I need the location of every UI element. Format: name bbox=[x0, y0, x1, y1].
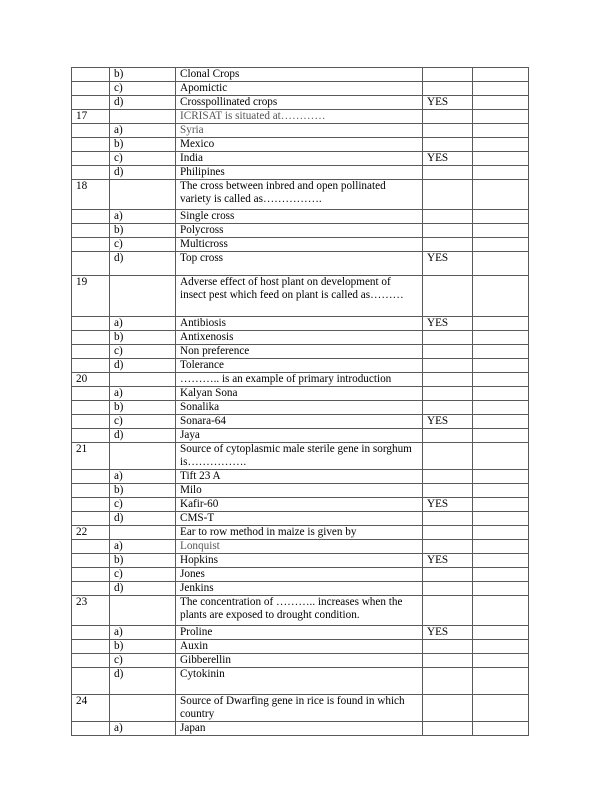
empty-cell bbox=[473, 640, 529, 654]
question-number bbox=[72, 484, 110, 498]
question-number bbox=[72, 626, 110, 640]
table-row bbox=[72, 568, 529, 582]
option-letter bbox=[110, 276, 176, 317]
table-row bbox=[72, 722, 529, 736]
empty-cell bbox=[473, 276, 529, 317]
question-number bbox=[72, 210, 110, 224]
table-row bbox=[72, 401, 529, 415]
option-letter: d) bbox=[110, 252, 176, 276]
option-text: ……….. is an example of primary introduction bbox=[176, 373, 423, 387]
table-row bbox=[72, 443, 529, 470]
table-row bbox=[72, 526, 529, 540]
table-row bbox=[72, 695, 529, 722]
question-number bbox=[72, 640, 110, 654]
answer-mark bbox=[423, 124, 473, 138]
empty-cell bbox=[473, 722, 529, 736]
question-number bbox=[72, 540, 110, 554]
option-text: Kalyan Sona bbox=[176, 387, 423, 401]
answer-mark bbox=[423, 582, 473, 596]
question-number bbox=[72, 722, 110, 736]
empty-cell bbox=[473, 540, 529, 554]
option-letter: c) bbox=[110, 152, 176, 166]
option-text: Adverse effect of host plant on development of insect pest which feed on plant is called as……… bbox=[176, 276, 423, 317]
option-text: Mexico bbox=[176, 138, 423, 152]
table-row bbox=[72, 484, 529, 498]
option-letter: c) bbox=[110, 415, 176, 429]
empty-cell bbox=[473, 166, 529, 180]
table-row bbox=[72, 359, 529, 373]
option-letter bbox=[110, 596, 176, 626]
option-letter: d) bbox=[110, 96, 176, 110]
empty-cell bbox=[473, 626, 529, 640]
option-letter: d) bbox=[110, 668, 176, 695]
option-text: CMS-T bbox=[176, 512, 423, 526]
empty-cell bbox=[473, 180, 529, 210]
table-row bbox=[72, 470, 529, 484]
empty-cell bbox=[473, 654, 529, 668]
answer-mark bbox=[423, 359, 473, 373]
question-number bbox=[72, 415, 110, 429]
option-text: Antixenosis bbox=[176, 331, 423, 345]
question-number bbox=[72, 498, 110, 512]
empty-cell bbox=[473, 68, 529, 82]
question-number bbox=[72, 387, 110, 401]
table-row bbox=[72, 110, 529, 124]
question-number: 22 bbox=[72, 526, 110, 540]
table-row bbox=[72, 276, 529, 317]
answer-mark: YES bbox=[423, 626, 473, 640]
question-number bbox=[72, 345, 110, 359]
table-row bbox=[72, 345, 529, 359]
question-number bbox=[72, 582, 110, 596]
empty-cell bbox=[473, 415, 529, 429]
option-letter: b) bbox=[110, 224, 176, 238]
option-letter: b) bbox=[110, 68, 176, 82]
answer-mark bbox=[423, 166, 473, 180]
option-text: Jones bbox=[176, 568, 423, 582]
option-text: Syria bbox=[176, 124, 423, 138]
answer-mark: YES bbox=[423, 554, 473, 568]
table-row bbox=[72, 138, 529, 152]
table-row bbox=[72, 252, 529, 276]
table-row bbox=[72, 668, 529, 695]
answer-mark bbox=[423, 180, 473, 210]
table-row bbox=[72, 373, 529, 387]
question-number bbox=[72, 224, 110, 238]
answer-mark bbox=[423, 210, 473, 224]
empty-cell bbox=[473, 429, 529, 443]
empty-cell bbox=[473, 568, 529, 582]
answer-mark: YES bbox=[423, 152, 473, 166]
table-row bbox=[72, 387, 529, 401]
answer-mark bbox=[423, 68, 473, 82]
empty-cell bbox=[473, 138, 529, 152]
answer-mark: YES bbox=[423, 415, 473, 429]
question-number bbox=[72, 512, 110, 526]
question-number: 17 bbox=[72, 110, 110, 124]
question-number bbox=[72, 317, 110, 331]
option-text: Milo bbox=[176, 484, 423, 498]
question-number bbox=[72, 668, 110, 695]
answer-mark bbox=[423, 331, 473, 345]
table-row bbox=[72, 152, 529, 166]
option-letter: b) bbox=[110, 138, 176, 152]
answer-mark: YES bbox=[423, 498, 473, 512]
option-letter: a) bbox=[110, 387, 176, 401]
empty-cell bbox=[473, 359, 529, 373]
question-number bbox=[72, 166, 110, 180]
option-text: Hopkins bbox=[176, 554, 423, 568]
option-letter: c) bbox=[110, 82, 176, 96]
question-number: 18 bbox=[72, 180, 110, 210]
question-number: 21 bbox=[72, 443, 110, 470]
option-letter: a) bbox=[110, 540, 176, 554]
empty-cell bbox=[473, 317, 529, 331]
question-number bbox=[72, 96, 110, 110]
answer-mark bbox=[423, 596, 473, 626]
question-number: 19 bbox=[72, 276, 110, 317]
option-letter: a) bbox=[110, 210, 176, 224]
question-number bbox=[72, 429, 110, 443]
question-number bbox=[72, 138, 110, 152]
option-text: Top cross bbox=[176, 252, 423, 276]
answer-mark bbox=[423, 722, 473, 736]
answer-mark bbox=[423, 401, 473, 415]
option-letter: b) bbox=[110, 484, 176, 498]
option-text: Japan bbox=[176, 722, 423, 736]
question-number bbox=[72, 68, 110, 82]
empty-cell bbox=[473, 484, 529, 498]
option-text: Cytokinin bbox=[176, 668, 423, 695]
option-text: Jaya bbox=[176, 429, 423, 443]
table-row bbox=[72, 96, 529, 110]
option-text: Apomictic bbox=[176, 82, 423, 96]
option-text: Sonara-64 bbox=[176, 415, 423, 429]
answer-mark bbox=[423, 695, 473, 722]
option-text: The cross between inbred and open pollinated variety is called as……………. bbox=[176, 180, 423, 210]
answer-mark bbox=[423, 373, 473, 387]
option-text: Jenkins bbox=[176, 582, 423, 596]
answer-mark bbox=[423, 540, 473, 554]
option-text: India bbox=[176, 152, 423, 166]
question-number bbox=[72, 554, 110, 568]
option-letter: c) bbox=[110, 568, 176, 582]
empty-cell bbox=[473, 512, 529, 526]
table-row bbox=[72, 124, 529, 138]
empty-cell bbox=[473, 238, 529, 252]
option-letter bbox=[110, 110, 176, 124]
answer-mark bbox=[423, 668, 473, 695]
empty-cell bbox=[473, 498, 529, 512]
table-body bbox=[72, 68, 529, 736]
answer-mark bbox=[423, 484, 473, 498]
question-number bbox=[72, 82, 110, 96]
empty-cell bbox=[473, 401, 529, 415]
option-letter: d) bbox=[110, 166, 176, 180]
option-letter: c) bbox=[110, 238, 176, 252]
empty-cell bbox=[473, 124, 529, 138]
option-letter: a) bbox=[110, 470, 176, 484]
empty-cell bbox=[473, 554, 529, 568]
answer-mark bbox=[423, 238, 473, 252]
table-row bbox=[72, 331, 529, 345]
table-row bbox=[72, 317, 529, 331]
question-number bbox=[72, 252, 110, 276]
option-text: Clonal Crops bbox=[176, 68, 423, 82]
option-letter: b) bbox=[110, 554, 176, 568]
answer-mark bbox=[423, 429, 473, 443]
table-row bbox=[72, 540, 529, 554]
empty-cell bbox=[473, 224, 529, 238]
option-text: Tolerance bbox=[176, 359, 423, 373]
answer-mark bbox=[423, 345, 473, 359]
table-row bbox=[72, 224, 529, 238]
question-number: 24 bbox=[72, 695, 110, 722]
empty-cell bbox=[473, 668, 529, 695]
answer-mark bbox=[423, 276, 473, 317]
answer-mark bbox=[423, 470, 473, 484]
table-row bbox=[72, 654, 529, 668]
table-row bbox=[72, 415, 529, 429]
option-letter: a) bbox=[110, 626, 176, 640]
option-text: Antibiosis bbox=[176, 317, 423, 331]
answer-mark bbox=[423, 526, 473, 540]
table-row bbox=[72, 596, 529, 626]
option-letter: b) bbox=[110, 331, 176, 345]
answer-mark bbox=[423, 654, 473, 668]
answer-mark: YES bbox=[423, 96, 473, 110]
empty-cell bbox=[473, 695, 529, 722]
option-letter: a) bbox=[110, 317, 176, 331]
table-row bbox=[72, 238, 529, 252]
table-row bbox=[72, 68, 529, 82]
table-row bbox=[72, 554, 529, 568]
question-number bbox=[72, 238, 110, 252]
table-row bbox=[72, 180, 529, 210]
answer-mark bbox=[423, 568, 473, 582]
answer-mark bbox=[423, 224, 473, 238]
option-text: Proline bbox=[176, 626, 423, 640]
option-letter bbox=[110, 180, 176, 210]
answer-mark bbox=[423, 138, 473, 152]
option-text: Lonquist bbox=[176, 540, 423, 554]
question-answer-table bbox=[71, 67, 529, 736]
table-row bbox=[72, 166, 529, 180]
empty-cell bbox=[473, 596, 529, 626]
table-row bbox=[72, 498, 529, 512]
option-text: Non preference bbox=[176, 345, 423, 359]
answer-mark bbox=[423, 640, 473, 654]
option-text: Single cross bbox=[176, 210, 423, 224]
table-row bbox=[72, 512, 529, 526]
table-row bbox=[72, 82, 529, 96]
question-number: 23 bbox=[72, 596, 110, 626]
option-text: ICRISAT is situated at………… bbox=[176, 110, 423, 124]
empty-cell bbox=[473, 252, 529, 276]
empty-cell bbox=[473, 470, 529, 484]
question-number: 20 bbox=[72, 373, 110, 387]
option-text: Ear to row method in maize is given by bbox=[176, 526, 423, 540]
option-letter: d) bbox=[110, 582, 176, 596]
option-text: Polycross bbox=[176, 224, 423, 238]
table-row bbox=[72, 210, 529, 224]
answer-mark bbox=[423, 387, 473, 401]
option-letter: a) bbox=[110, 124, 176, 138]
option-letter bbox=[110, 443, 176, 470]
option-letter bbox=[110, 373, 176, 387]
option-text: The concentration of ……….. increases when the plants are exposed to drought condition. bbox=[176, 596, 423, 626]
option-letter: c) bbox=[110, 345, 176, 359]
option-letter: b) bbox=[110, 401, 176, 415]
empty-cell bbox=[473, 345, 529, 359]
empty-cell bbox=[473, 526, 529, 540]
empty-cell bbox=[473, 373, 529, 387]
option-letter bbox=[110, 526, 176, 540]
option-text: Source of cytoplasmic male sterile gene in sorghum is……………. bbox=[176, 443, 423, 470]
question-number bbox=[72, 470, 110, 484]
option-text: Crosspollinated crops bbox=[176, 96, 423, 110]
table-row bbox=[72, 582, 529, 596]
empty-cell bbox=[473, 110, 529, 124]
option-letter bbox=[110, 695, 176, 722]
option-letter: c) bbox=[110, 498, 176, 512]
option-letter: d) bbox=[110, 512, 176, 526]
question-number bbox=[72, 124, 110, 138]
question-number bbox=[72, 401, 110, 415]
empty-cell bbox=[473, 582, 529, 596]
table-row bbox=[72, 626, 529, 640]
empty-cell bbox=[473, 96, 529, 110]
question-number bbox=[72, 568, 110, 582]
question-number bbox=[72, 152, 110, 166]
answer-mark bbox=[423, 82, 473, 96]
option-text: Sonalika bbox=[176, 401, 423, 415]
option-letter: d) bbox=[110, 429, 176, 443]
option-letter: d) bbox=[110, 359, 176, 373]
question-number bbox=[72, 359, 110, 373]
empty-cell bbox=[473, 331, 529, 345]
answer-mark: YES bbox=[423, 252, 473, 276]
empty-cell bbox=[473, 387, 529, 401]
option-text: Kafir-60 bbox=[176, 498, 423, 512]
option-text: Multicross bbox=[176, 238, 423, 252]
answer-mark bbox=[423, 512, 473, 526]
question-number bbox=[72, 331, 110, 345]
answer-mark bbox=[423, 443, 473, 470]
empty-cell bbox=[473, 443, 529, 470]
empty-cell bbox=[473, 152, 529, 166]
empty-cell bbox=[473, 210, 529, 224]
option-text: Gibberellin bbox=[176, 654, 423, 668]
question-number bbox=[72, 654, 110, 668]
option-letter: a) bbox=[110, 722, 176, 736]
option-letter: b) bbox=[110, 640, 176, 654]
option-text: Auxin bbox=[176, 640, 423, 654]
answer-mark bbox=[423, 110, 473, 124]
empty-cell bbox=[473, 82, 529, 96]
answer-mark: YES bbox=[423, 317, 473, 331]
option-text: Source of Dwarfing gene in rice is found in which country bbox=[176, 695, 423, 722]
table-row bbox=[72, 429, 529, 443]
option-text: Philipines bbox=[176, 166, 423, 180]
table-row bbox=[72, 640, 529, 654]
option-letter: c) bbox=[110, 654, 176, 668]
option-text: Tift 23 A bbox=[176, 470, 423, 484]
